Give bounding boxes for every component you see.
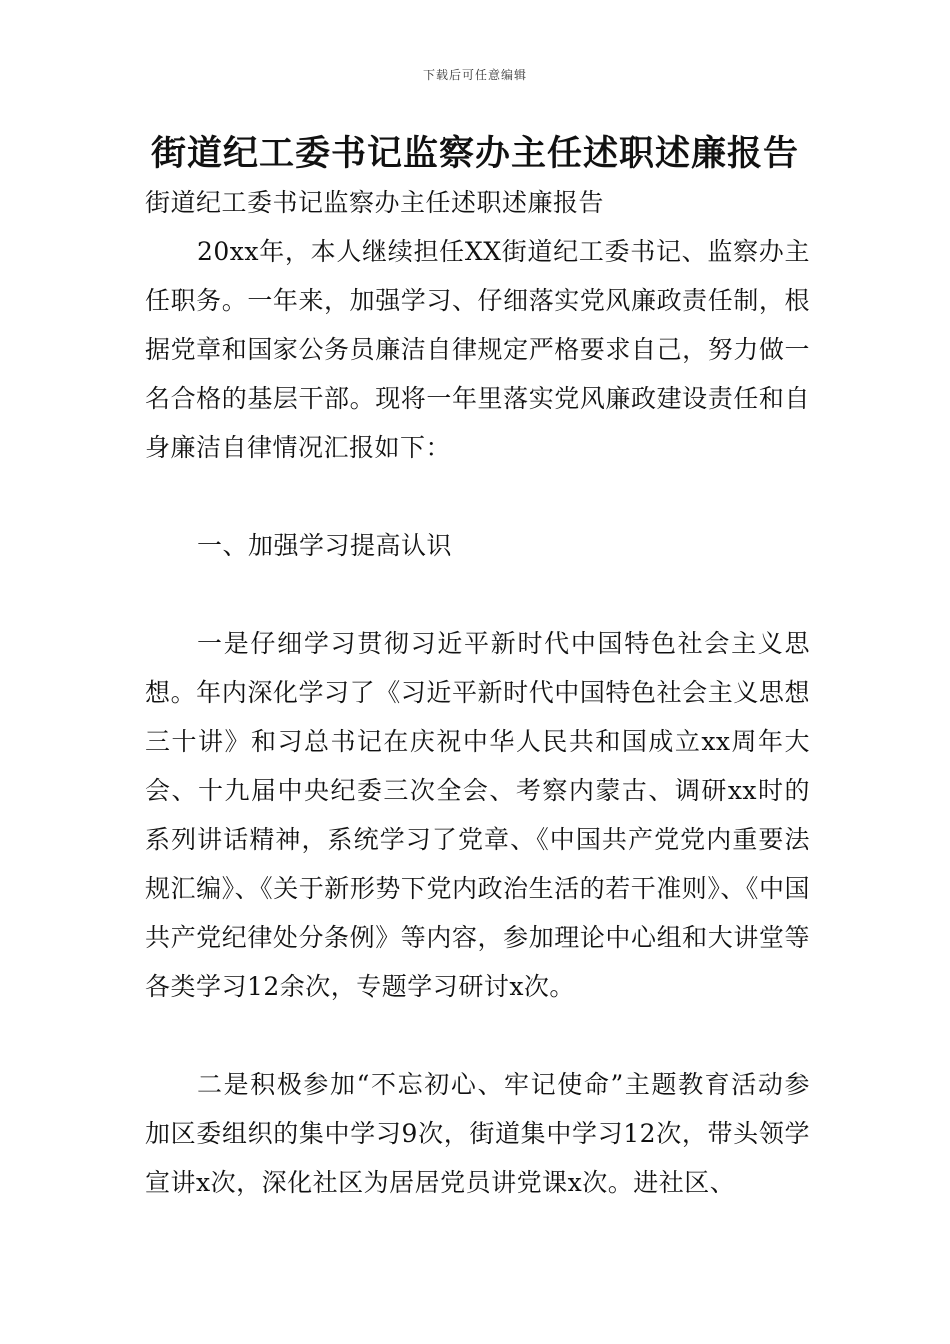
- document-subtitle: 街道纪工委书记监察办主任述职述廉报告: [145, 188, 605, 217]
- document-body: [145, 178, 810, 1207]
- paragraph-intro: 20xx年，本人继续担任XX街道纪工委书记、监察办主任职务。一年来，加强学习、仔细落实党风廉政责任制，根据党章和国家公务员廉洁自律规定严格要求自己，努力做一名合格的基层干部。现将一年里落实党风廉政建设责任和自身廉洁自律情况汇报如下：: [145, 237, 810, 462]
- document-title: 街道纪工委书记监察办主任述职述廉报告: [150, 133, 799, 174]
- header-note: 下载后可任意编辑: [422, 68, 527, 82]
- paragraph-point-1: 一是仔细学习贯彻习近平新时代中国特色社会主义思想。年内深化学习了《习近平新时代中国特色社会主义思想三十讲》和习总书记在庆祝中华人民共和国成立xx周年大会、十九届中央纪委三次全会、考察内蒙古、调研xx时的系列讲话精神，系统学习了党章、《中国共产党党内重要法规汇编》、《关于新形势下党内政治生活的若干准则》、《中国共产党纪律处分条例》等内容，参加理论中心组和大讲堂等各类学习12余次，专题学习研讨x次。: [145, 629, 810, 1001]
- section-heading-1: 一、加强学习提高认识: [197, 531, 453, 560]
- paragraph-point-2: 二是积极参加“不忘初心、牢记使命”主题教育活动参加区委组织的集中学习9次，街道集中学习12次，带头领学宣讲x次，深化社区为居居党员讲党课x次。进社区、: [145, 1070, 810, 1197]
